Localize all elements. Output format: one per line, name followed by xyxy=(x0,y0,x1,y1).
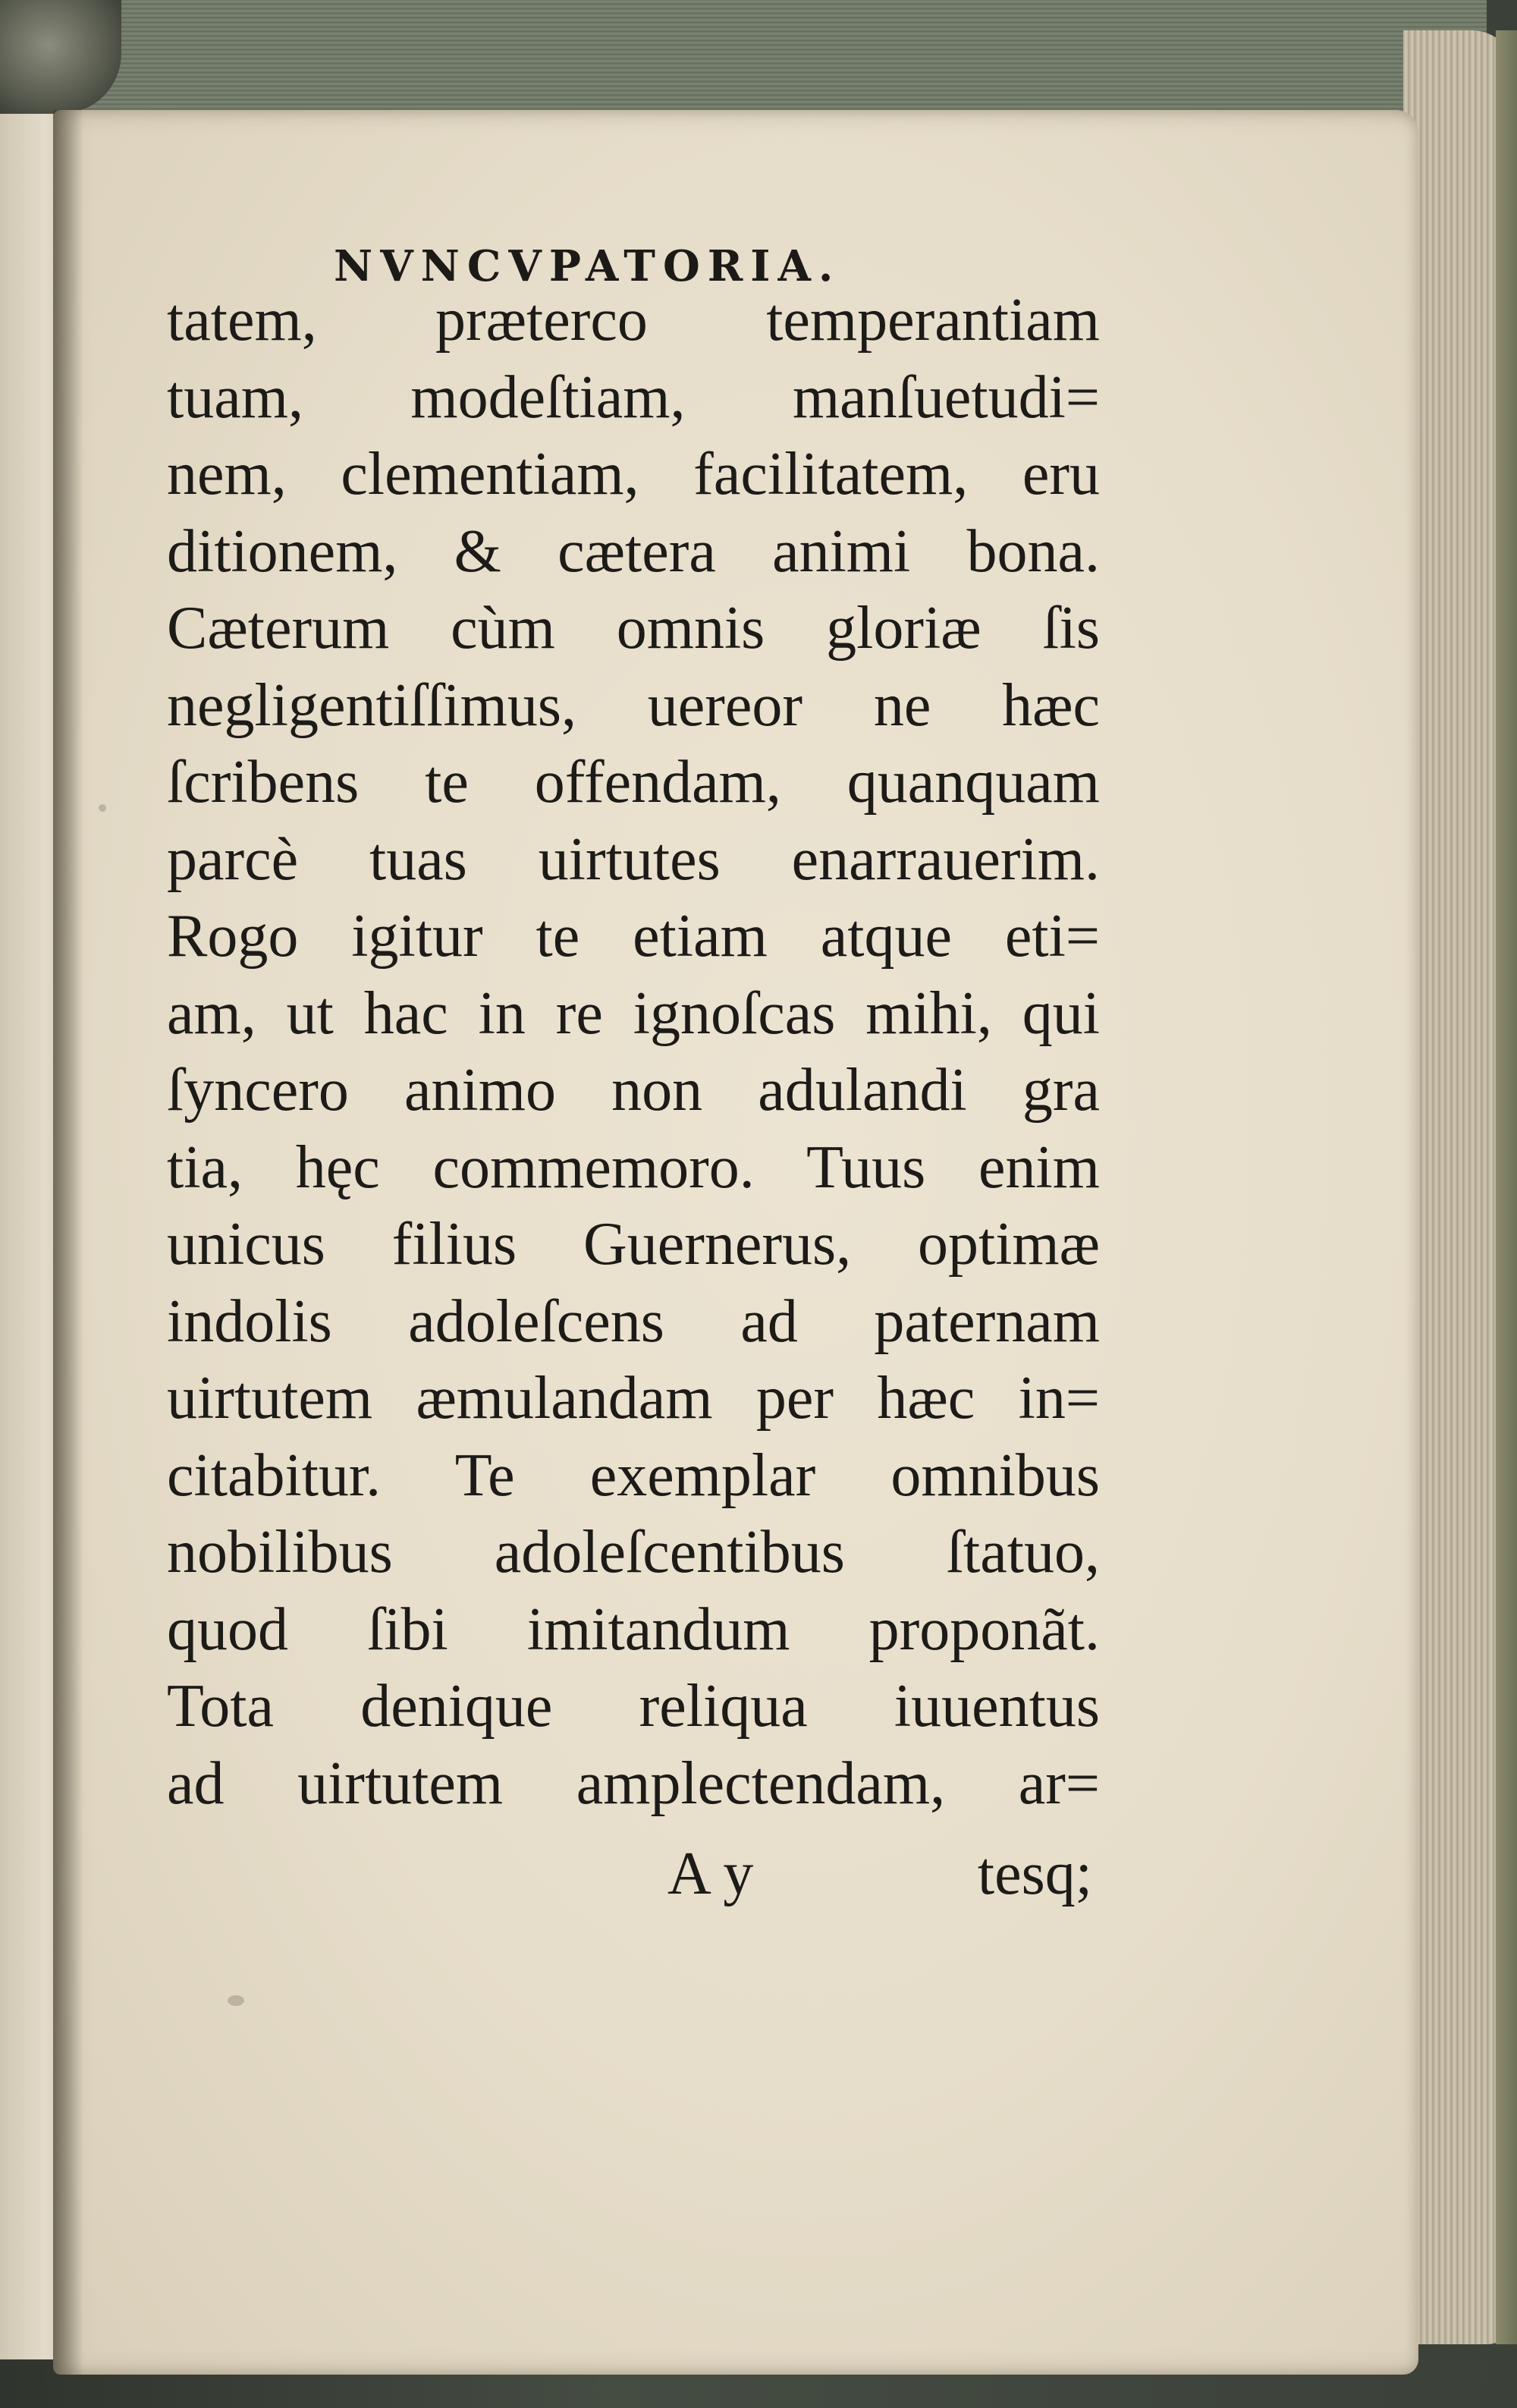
text-line: ſcribens te offendam, quanquam xyxy=(167,749,1100,816)
text-line: quod ſibi imitandum proponãt. xyxy=(167,1595,1100,1663)
text-line: am, ut hac in re ignoſcas mihi, qui xyxy=(167,979,1100,1047)
signature-mark: A y xyxy=(667,1841,754,1907)
text-line: uirtutem æmulandam per hæc in= xyxy=(167,1365,1100,1432)
text-line: citabitur. Te exemplar omnibus xyxy=(167,1441,1100,1509)
text-line: tatem, præterco temperantiam xyxy=(167,287,1100,354)
text-line: parcè tuas uirtutes enarrauerim. xyxy=(167,825,1100,893)
text-line: Rogo igitur te etiam atque eti= xyxy=(167,903,1100,970)
text-line: ditionem, & cætera animi bona. xyxy=(167,517,1100,585)
text-line: unicus filius Guernerus, optimæ xyxy=(167,1211,1100,1278)
running-head: NVNCVPATORIA. xyxy=(334,241,841,291)
book-fore-edge xyxy=(1403,30,1517,2344)
text-line: tuam, modeſtiam, manſuetudi= xyxy=(167,363,1100,431)
text-line: nem, clementiam, facilitatem, eru xyxy=(167,441,1100,508)
text-line: ad uirtutem amplectendam, ar= xyxy=(167,1749,1100,1817)
page-gutter-shadow xyxy=(53,110,83,2375)
page-body-text xyxy=(167,282,1100,1822)
text-line: ſyncero animo non adulandi gra xyxy=(167,1057,1100,1124)
paper-stain xyxy=(99,804,106,812)
paper-stain xyxy=(228,1995,244,2006)
text-line: nobilibus adoleſcentibus ſtatuo, xyxy=(167,1519,1100,1586)
text-line: Cæterum cùm omnis gloriæ ſis xyxy=(167,595,1100,662)
text-line: negligentiſſimus, uereor ne hæc xyxy=(167,671,1100,739)
text-line: Tota denique reliqua iuuentus xyxy=(167,1673,1100,1740)
text-line: tia, hęc commemoro. Tuus enim xyxy=(167,1133,1100,1201)
catchword: tesq; xyxy=(977,1841,1092,1907)
text-line: indolis adoleſcens ad paternam xyxy=(167,1287,1100,1355)
